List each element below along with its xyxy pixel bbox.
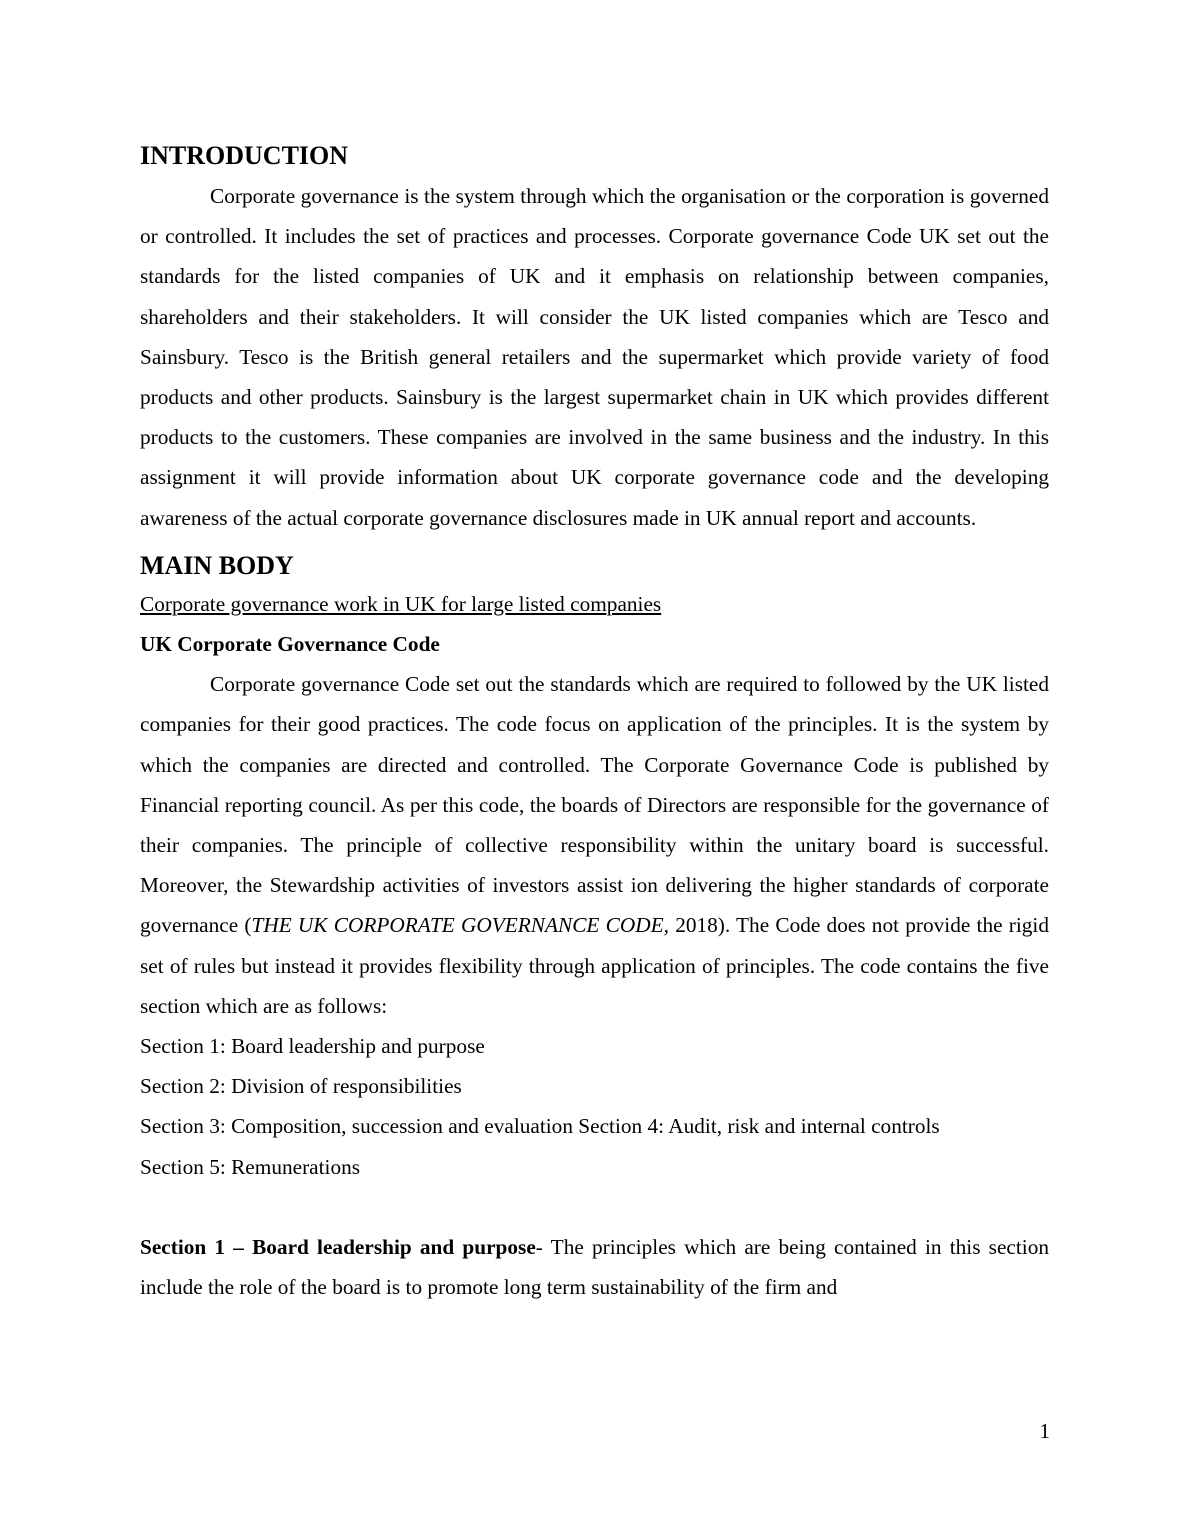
paragraph-spacer xyxy=(140,1187,1049,1227)
code-paragraph-part1: Corporate governance Code set out the standards which are required to followed by the UK listed companies for their good practices. The code focus on application of the principles. It is the system by which the companies are directed and controlled. The Corporate Governance Code is published by Financial reporting council. As per this code, the boards of Directors are responsible for the governance of their companies. The principle of collective responsibility within the unitary board is successful. Moreover, the Stewardship activities of investors assist ion delivering the higher standards of corporate governance ( xyxy=(140,672,1049,938)
page-number: 1 xyxy=(1039,1419,1050,1443)
section-list-item: Section 5: Remunerations xyxy=(140,1154,361,1179)
introduction-paragraph: Corporate governance is the system through which the organisation or the corporation is governed or controlled. It includes the set of practices and processes. Corporate governance Code UK set out the standards for the listed companies of UK and it emphasis on relationship between companies, shareholders and their stakeholders. It will consider the UK listed companies which are Tesco and Sainsbury. Tesco is the British general retailers and the supermarket which provide variety of food products and other products. Sainsbury is the largest supermarket chain in UK which provides different products to the customers. These companies are involved in the same business and the industry. In this assignment it will provide information about UK corporate governance code and the developing awareness of the actual corporate governance disclosures made in UK annual report and accounts. xyxy=(140,184,1049,530)
section1-text: - The principles which are being contained in this section include the role of the board is to promote long term sustainability of the firm and xyxy=(140,1234,1049,1300)
code-paragraph xyxy=(140,664,1049,1026)
document-page xyxy=(140,138,1049,1307)
code-heading: UK Corporate Governance Code xyxy=(140,632,440,657)
main-body-heading: MAIN BODY xyxy=(140,550,294,580)
section1-paragraph xyxy=(140,1227,1049,1307)
section-list-item: Section 3: Composition, succession and evaluation Section 4: Audit, risk and internal controls xyxy=(140,1114,940,1139)
main-body-subtitle: Corporate governance work in UK for large listed companies xyxy=(140,591,662,616)
section1-title: Section 1 – Board leadership and purpose xyxy=(140,1234,536,1259)
section-list-item: Section 1: Board leadership and purpose xyxy=(140,1034,485,1059)
code-paragraph-part2: 2018). The Code does not provide the rigid set of rules but instead it provides flexibility through application of principles. The code contains the five section which are as follows: xyxy=(140,913,1049,1018)
section-list-item: Section 2: Division of responsibilities xyxy=(140,1074,462,1099)
introduction-heading: INTRODUCTION xyxy=(140,141,349,170)
code-paragraph-citation: THE UK CORPORATE GOVERNANCE CODE, xyxy=(251,913,669,938)
